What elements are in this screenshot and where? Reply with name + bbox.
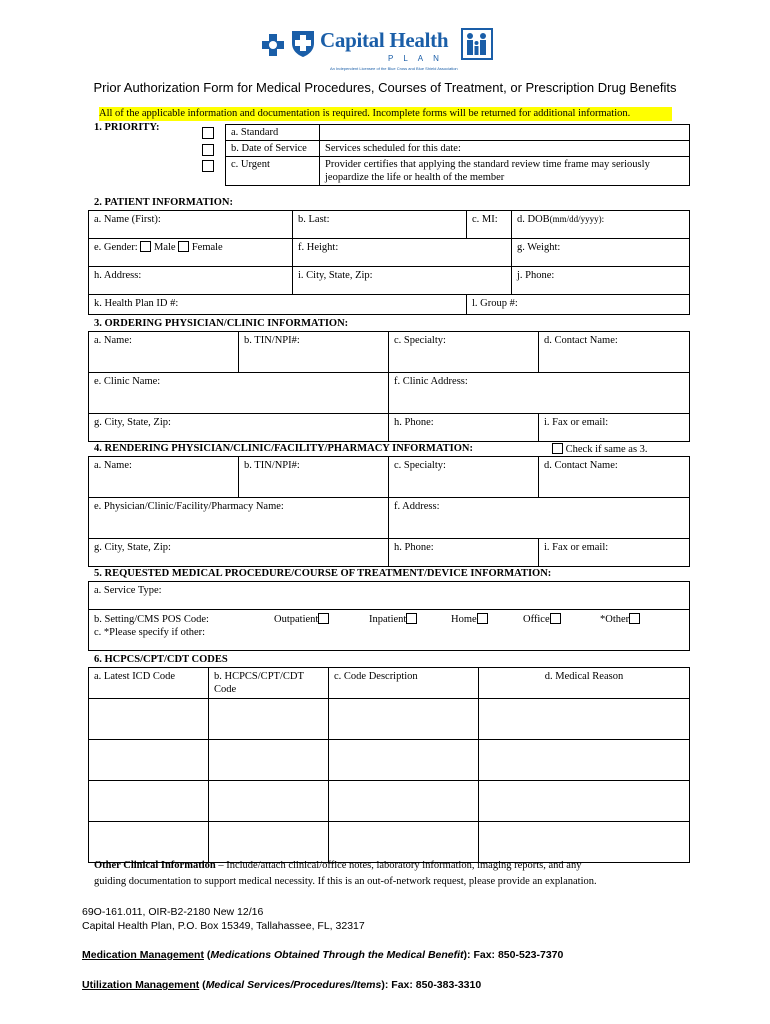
ordering-name-field[interactable]: a. Name: [89, 332, 239, 373]
patient-plan-id-field[interactable]: k. Health Plan ID #: [89, 295, 467, 315]
logo-tagline: An Independent Licensee of the Blue Cross and Blue Shield Association [330, 66, 458, 71]
other-checkbox[interactable] [629, 613, 640, 624]
logo-plan: PLAN [388, 54, 449, 63]
col-icd-header: a. Latest ICD Code [89, 668, 209, 699]
ordering-clinic-name-field[interactable]: e. Clinic Name: [89, 373, 389, 414]
ordering-phone-field[interactable]: h. Phone: [389, 414, 539, 442]
col-description-header: c. Code Description [329, 668, 479, 699]
service-type-field[interactable]: a. Service Type: [89, 582, 690, 610]
table-row [89, 781, 690, 822]
priority-date-checkbox[interactable] [202, 144, 214, 156]
patient-city-field[interactable]: i. City, State, Zip: [293, 267, 512, 295]
col-hcpcs-header: b. HCPCS/CPT/CDT Code [209, 668, 329, 699]
plan-address: Capital Health Plan, P.O. Box 15349, Tallahassee, FL, 32317 [82, 920, 365, 932]
col-reason-header: d. Medical Reason [479, 668, 690, 699]
table-row [89, 822, 690, 863]
office-option: Office [523, 613, 561, 626]
priority-table [225, 124, 690, 186]
rendering-address-field[interactable]: f. Address: [389, 498, 690, 539]
rendering-specialty-field[interactable]: c. Specialty: [389, 457, 539, 498]
ordering-specialty-field[interactable]: c. Specialty: [389, 332, 539, 373]
codes-table [88, 667, 690, 863]
required-notice: All of the applicable information and documentation is required. Incomplete forms will be returned for additional information. [99, 107, 672, 121]
priority-standard-detail [320, 125, 690, 141]
utilization-management-fax: Utilization Management (Medical Services/Procedures/Items): Fax: 850-383-3310 [82, 979, 482, 991]
blue-cross-icon [260, 32, 286, 58]
ordering-city-field[interactable]: g. City, State, Zip: [89, 414, 389, 442]
ordering-contact-field[interactable]: d. Contact Name: [539, 332, 690, 373]
patient-height-field[interactable]: f. Height: [293, 239, 512, 267]
ordering-title: 3. ORDERING PHYSICIAN/CLINIC INFORMATION: [94, 318, 349, 329]
rendering-title: 4. RENDERING PHYSICIAN/CLINIC/FACILITY/PHARMACY INFORMATION: [94, 443, 473, 454]
other-clinical-line1: Other Clinical Information – Include/attach clinical/office notes, laboratory information, imaging reports, and any [94, 860, 582, 871]
ordering-table [88, 331, 690, 442]
patient-gender-field: e. Gender: Male Female [89, 239, 293, 267]
home-checkbox[interactable] [477, 613, 488, 624]
table-row [89, 740, 690, 781]
rendering-tin-field[interactable]: b. TIN/NPI#: [239, 457, 389, 498]
male-checkbox[interactable] [140, 241, 151, 252]
patient-title: 2. PATIENT INFORMATION: [94, 197, 233, 208]
home-option: Home [451, 613, 488, 626]
priority-title: 1. PRIORITY: [94, 122, 160, 133]
priority-urgent-detail: Provider certifies that applying the standard review time frame may seriously jeopardize the life or health of the member [320, 157, 690, 186]
patient-first-name-field[interactable]: a. Name (First): [89, 211, 293, 239]
rendering-fax-field[interactable]: i. Fax or email: [539, 539, 690, 567]
form-code: 69O-161.011, OIR-B2-2180 New 12/16 [82, 906, 264, 918]
capital-health-logo [258, 24, 498, 72]
ordering-tin-field[interactable]: b. TIN/NPI#: [239, 332, 389, 373]
outpatient-option: Outpatient [274, 613, 329, 626]
requested-title: 5. REQUESTED MEDICAL PROCEDURE/COURSE OF TREATMENT/DEVICE INFORMATION: [94, 568, 552, 579]
patient-table [88, 210, 690, 315]
setting-field [89, 610, 690, 651]
codes-title: 6. HCPCS/CPT/CDT CODES [94, 654, 228, 665]
blue-shield-icon [290, 29, 316, 59]
form-title: Prior Authorization Form for Medical Procedures, Courses of Treatment, or Prescription Drug Benefits [93, 80, 677, 95]
patient-address-field[interactable]: h. Address: [89, 267, 293, 295]
outpatient-checkbox[interactable] [318, 613, 329, 624]
priority-date-label: b. Date of Service [226, 141, 320, 157]
other-clinical-line2: guiding documentation to support medical necessity. If this is an out-of-network request, please provide an explanation. [94, 876, 597, 887]
patient-group-field[interactable]: l. Group #: [467, 295, 690, 315]
patient-phone-field[interactable]: j. Phone: [512, 267, 690, 295]
rendering-table [88, 456, 690, 567]
requested-table [88, 581, 690, 651]
same-as-ordering-checkbox[interactable] [552, 443, 563, 454]
patient-last-name-field[interactable]: b. Last: [293, 211, 467, 239]
logo-name: Capital Health [320, 28, 449, 52]
rendering-city-field[interactable]: g. City, State, Zip: [89, 539, 389, 567]
patient-mi-field[interactable]: c. MI: [467, 211, 512, 239]
rendering-contact-field[interactable]: d. Contact Name: [539, 457, 690, 498]
family-icon [461, 28, 493, 60]
setting-label: b. Setting/CMS POS Code: [94, 614, 209, 625]
priority-urgent-label: c. Urgent [226, 157, 320, 186]
rendering-facility-name-field[interactable]: e. Physician/Clinic/Facility/Pharmacy Name: [89, 498, 389, 539]
ordering-clinic-address-field[interactable]: f. Clinic Address: [389, 373, 690, 414]
female-checkbox[interactable] [178, 241, 189, 252]
patient-dob-field[interactable]: d. DOB(mm/dd/yyyy): [512, 211, 690, 239]
priority-standard-label: a. Standard [226, 125, 320, 141]
patient-weight-field[interactable]: g. Weight: [512, 239, 690, 267]
priority-urgent-checkbox[interactable] [202, 160, 214, 172]
inpatient-option: Inpatient [369, 613, 417, 626]
priority-date-detail[interactable]: Services scheduled for this date: [320, 141, 690, 157]
specify-other-field[interactable]: c. *Please specify if other: [94, 627, 206, 638]
other-option: *Other [600, 613, 640, 626]
medication-management-fax: Medication Management (Medications Obtained Through the Medical Benefit): Fax: 850-523-7370 [82, 949, 564, 961]
rendering-name-field[interactable]: a. Name: [89, 457, 239, 498]
inpatient-checkbox[interactable] [406, 613, 417, 624]
office-checkbox[interactable] [550, 613, 561, 624]
ordering-fax-field[interactable]: i. Fax or email: [539, 414, 690, 442]
same-as-ordering-option: Check if same as 3. [552, 443, 648, 455]
rendering-phone-field[interactable]: h. Phone: [389, 539, 539, 567]
table-row [89, 699, 690, 740]
priority-standard-checkbox[interactable] [202, 127, 214, 139]
